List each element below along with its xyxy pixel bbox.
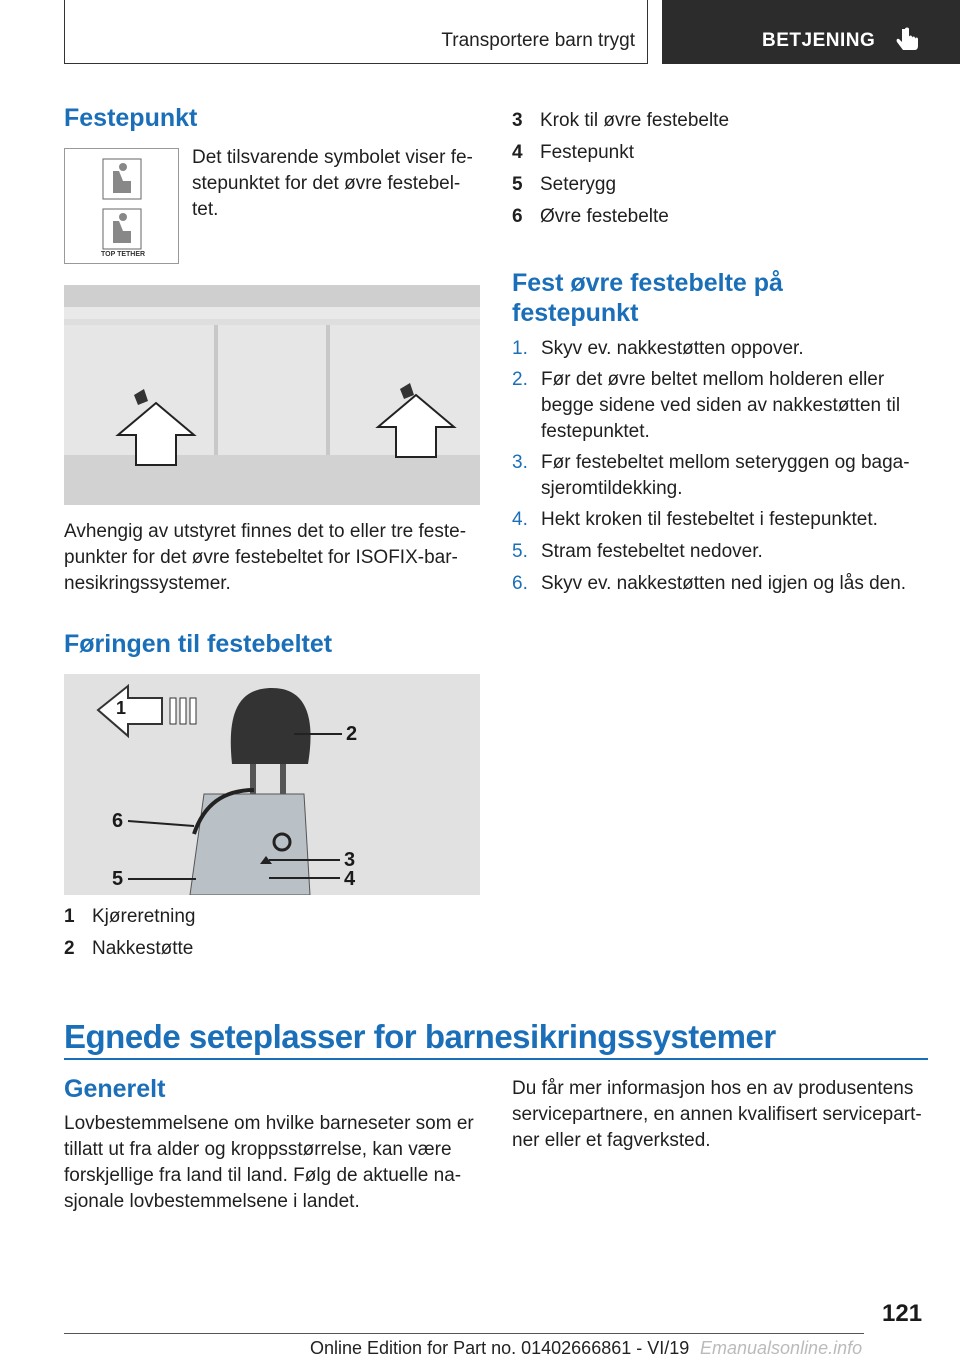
- step-2: 2. Før det øvre beltet mellom holderen eller begge sidene ved siden av nakkestøtten til festepunktet.: [512, 369, 901, 442]
- callout-3: 3: [344, 849, 356, 871]
- header-section-box: [64, 0, 648, 64]
- legend-item: 1 Kjøreretning: [64, 906, 196, 927]
- step-4: 4. Hekt kroken til festebeltet i festepunktet.: [512, 509, 878, 530]
- page-number: 121: [882, 1300, 923, 1327]
- egnede-title: Egnede seteplasser for barnesikringssystemer: [64, 1018, 776, 1055]
- footer-rule: [64, 1333, 864, 1334]
- info-text: Du får mer informasjon hos en av produsentens servicepartnere, en annen kvalifisert servicepart- ner eller et fagverksted.: [512, 1078, 922, 1151]
- step-1: 1. Skyv ev. nakkestøtten oppover.: [512, 338, 804, 359]
- legend-item: 3 Krok til øvre festebelte: [512, 110, 730, 131]
- foringen-heading: Føringen til festebeltet: [64, 630, 333, 658]
- callout-1: 1: [116, 698, 127, 718]
- legend-item: 6 Øvre festebelte: [512, 206, 669, 227]
- generelt-heading: Generelt: [64, 1075, 166, 1103]
- top-tether-symbol: [64, 148, 179, 264]
- header-chapter-title: BETJENING: [762, 30, 876, 51]
- legend-item: 2 Nakkestøtte: [64, 938, 194, 959]
- step-6: 6. Skyv ev. nakkestøtten ned igjen og lås den.: [512, 573, 907, 594]
- trunk-anchor-photo: [64, 285, 480, 505]
- legend-item: 4 Festepunkt: [512, 142, 634, 163]
- step-3: 3. Før festebeltet mellom seteryggen og baga- sjeromtildekking.: [512, 452, 910, 499]
- generelt-text: Lovbestemmelsene om hvilke barneseter som er tillatt ut fra alder og kroppsstørrelse, kan være forskjellige fra land til land. Følg de aktuelle na- sjonale lovbestemmelsene i landet.: [64, 1113, 474, 1212]
- legend-item: 5 Seterygg: [512, 174, 617, 195]
- festepunkt-heading: Festepunkt: [64, 104, 198, 132]
- step-5: 5. Stram festebeltet nedover.: [512, 541, 763, 562]
- top-tether-icon: [65, 149, 178, 263]
- top-tether-label: TOP TETHER: [101, 251, 146, 258]
- header-section-title: Transportere barn trygt: [441, 30, 635, 51]
- festepunkt-intro: Det tilsvarende symbolet viser fe- stepunktet for det øvre festebel- tet.: [192, 147, 473, 220]
- callout-5: 5: [112, 868, 124, 890]
- watermark: Emanualsonline.info: [700, 1338, 863, 1358]
- callout-2: 2: [346, 723, 358, 745]
- legend-list-right: [512, 110, 928, 238]
- title-rule: [64, 1058, 928, 1060]
- callout-6: 6: [112, 810, 124, 832]
- fest-heading: Fest øvre festebelte på festepunkt: [512, 269, 783, 327]
- hand-pointer-icon: [893, 26, 923, 56]
- legend-list-left: [64, 906, 480, 970]
- callout-4: 4: [344, 868, 356, 890]
- belt-routing-diagram: [64, 674, 480, 895]
- festepunkt-text: Avhengig av utstyret finnes det to eller tre feste- punkter for det øvre festebeltet for ISOFIX-bar- nesikringssystemer.: [64, 521, 467, 594]
- footer-edition: Online Edition for Part no. 01402666861 - VI/19: [310, 1338, 690, 1358]
